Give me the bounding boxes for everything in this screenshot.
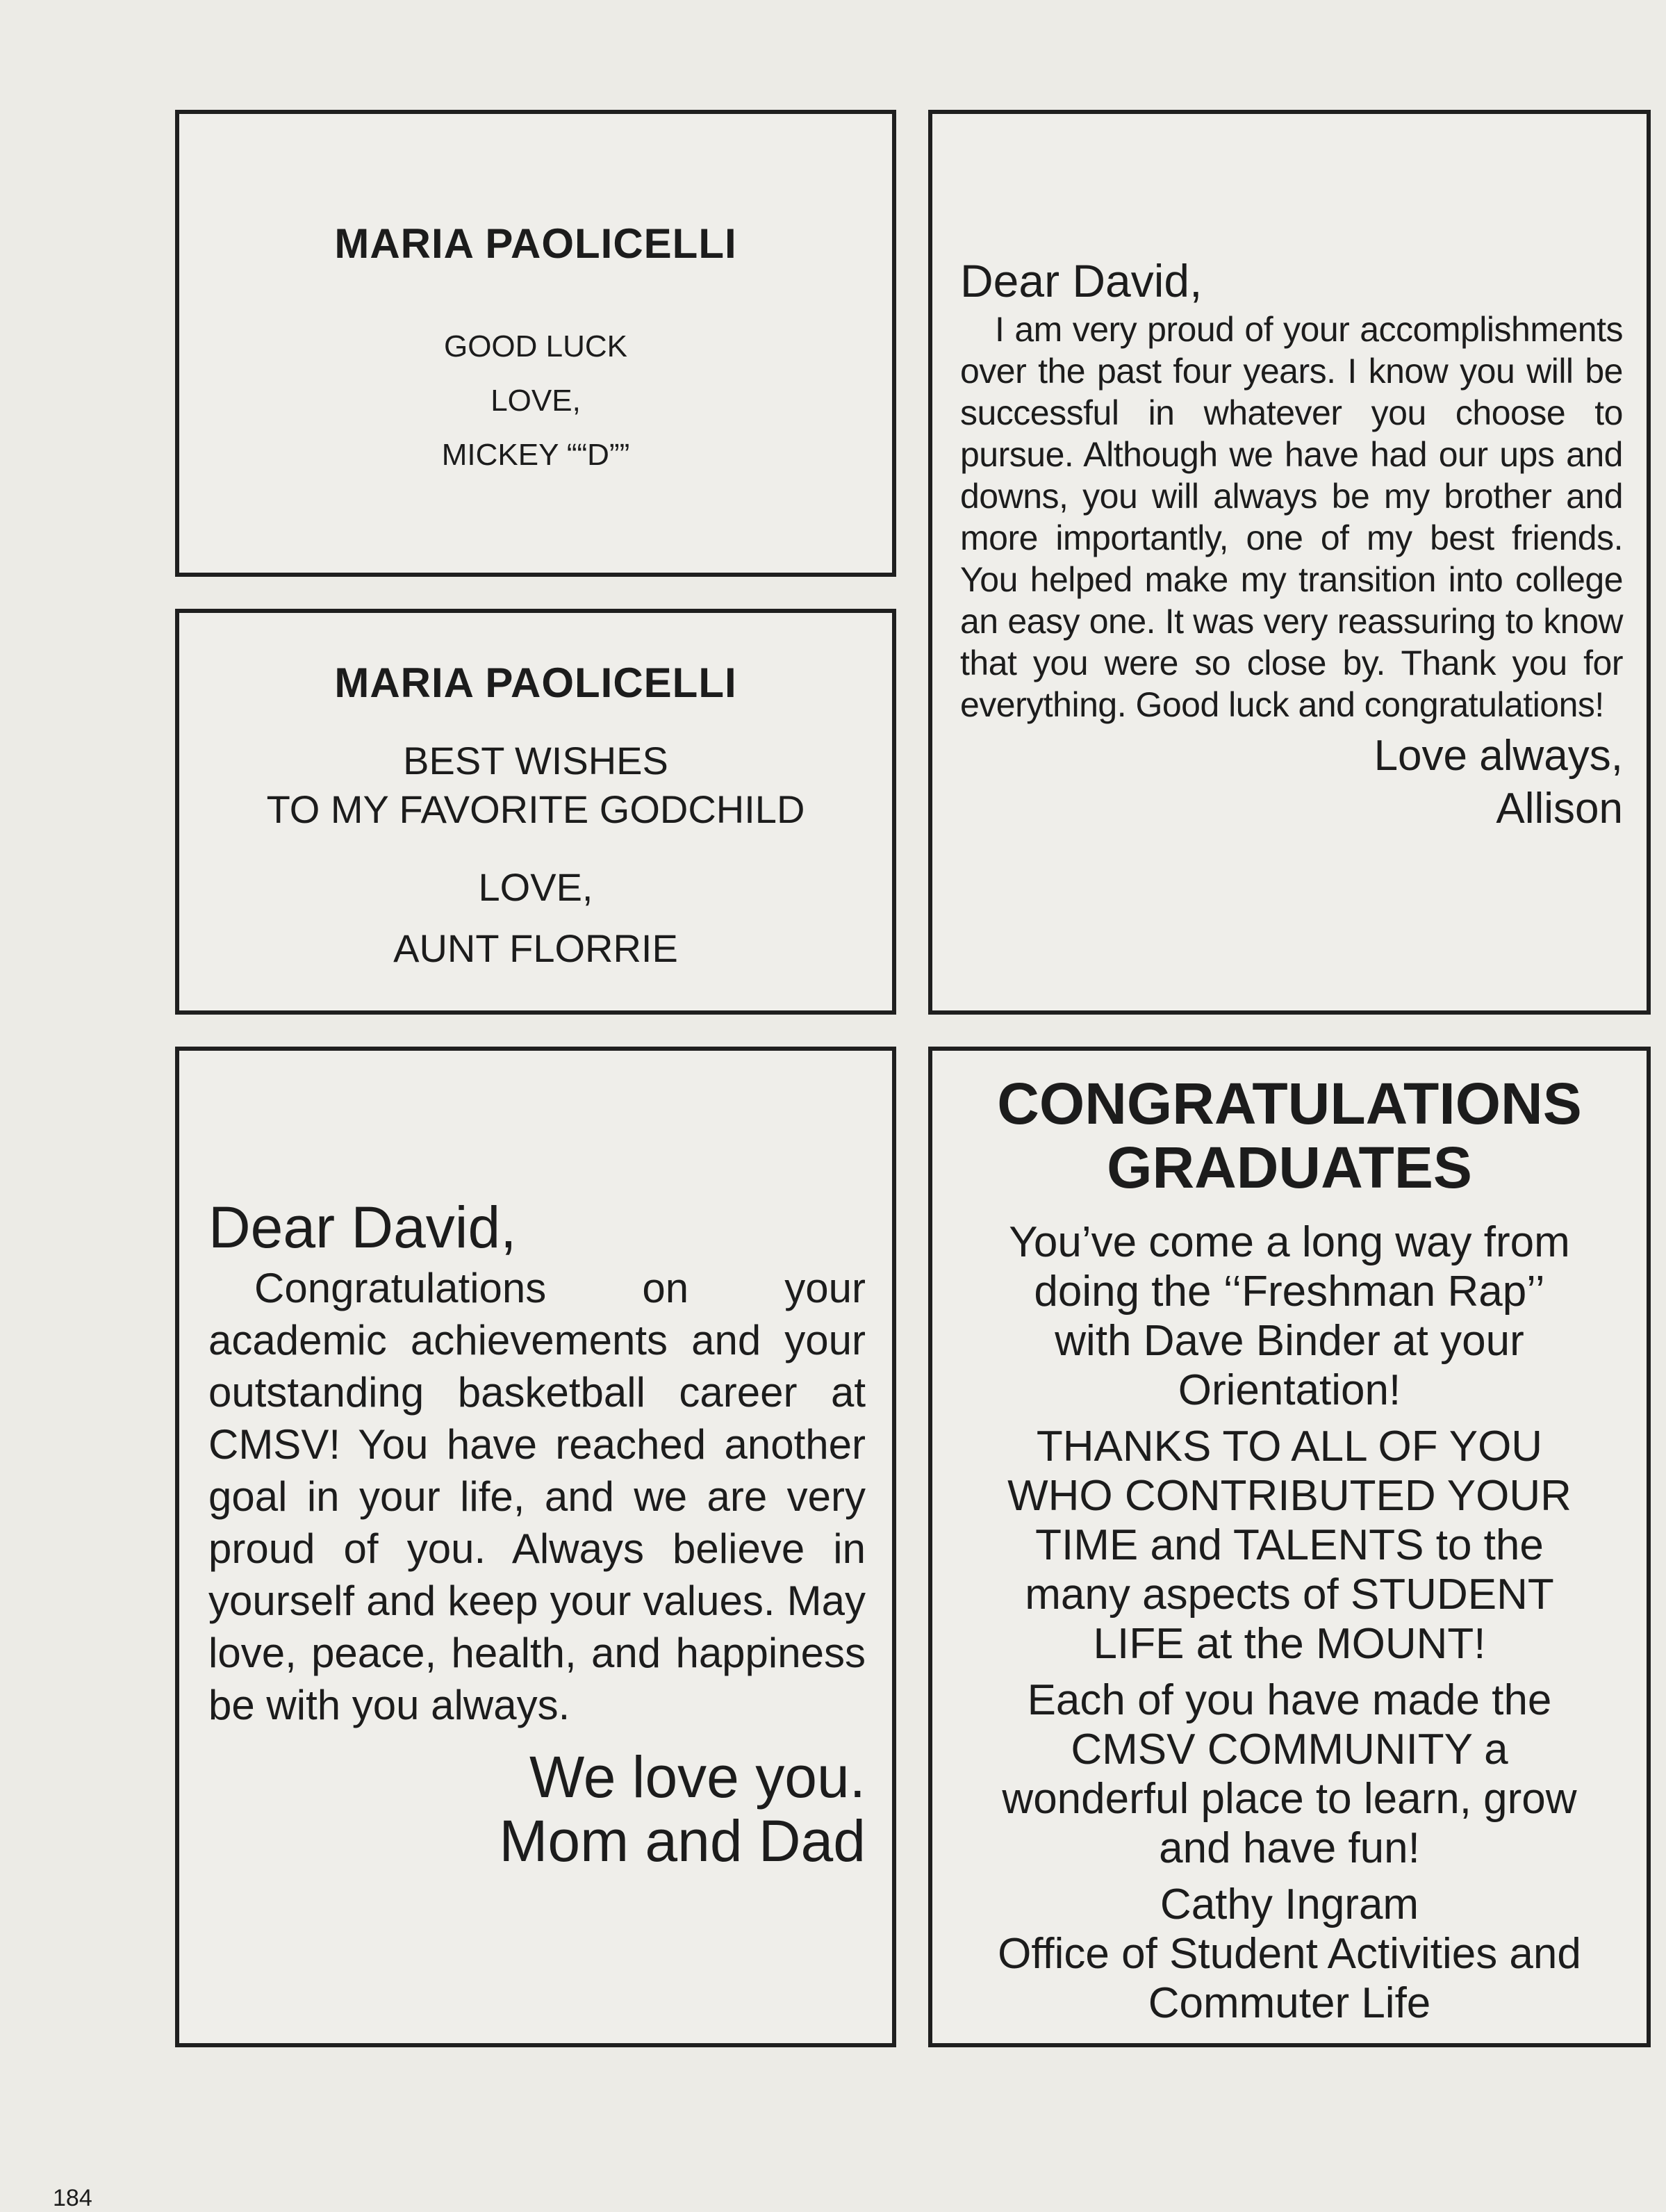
- message-line: BEST WISHES: [403, 739, 668, 783]
- signature-title: Office of Student Activities and: [998, 1930, 1581, 1978]
- love-line: LOVE,: [478, 865, 593, 909]
- text-line: You’ve come a long way from: [1009, 1218, 1570, 1266]
- heading: GRADUATES: [1107, 1135, 1472, 1200]
- paragraph: [932, 1218, 1647, 1415]
- text-line: Each of you have made the: [1027, 1676, 1552, 1724]
- ad-maria-paolicelli-best-wishes: [175, 609, 896, 1015]
- signature: Mom and Dad: [499, 1808, 866, 1874]
- letter-body: I am very proud of your accomplishments over the past four years. I know you will be successful in whatever you choose to pursue. Although we have had our ups and downs, you will always be my brother and more importantly, one of my best friends. You helped make my transition into college an easy one. It was very reassuring to know that you were so close by. Thank you for everything. Good luck and congratulations!: [960, 310, 1623, 724]
- signature: MICKEY ““D””: [441, 438, 630, 472]
- closing: We love you.: [529, 1744, 866, 1810]
- ad-letter-from-allison: [928, 110, 1651, 1015]
- salutation: Dear David,: [208, 1195, 517, 1260]
- text-line: Orientation!: [1178, 1366, 1401, 1414]
- letter-body: Congratulations on your academic achievements and your outstanding basketball career at CMSV! You have reached another goal in your life, and we are very proud of you. Always believe in yourself and keep your values. May love, peace, health, and happiness be with you always.: [208, 1265, 866, 1728]
- closing: Love always,: [1374, 732, 1623, 780]
- message-line: TO MY FAVORITE GODCHILD: [266, 787, 805, 831]
- text-line: TIME and TALENTS to the: [1035, 1521, 1544, 1569]
- ad-maria-paolicelli-good-luck: [175, 110, 896, 577]
- signature-title: Commuter Life: [1148, 1979, 1431, 2027]
- signature: Allison: [1496, 785, 1623, 833]
- text-line: wonderful place to learn, grow: [1002, 1775, 1577, 1823]
- signature-block: [932, 1880, 1647, 2028]
- text-line: doing the ‘‘Freshman Rap’’: [1034, 1268, 1545, 1316]
- ad-name: MARIA PAOLICELLI: [334, 220, 737, 267]
- ad-letter-from-mom-and-dad: [175, 1047, 896, 2047]
- text-line: WHO CONTRIBUTED YOUR: [1007, 1472, 1572, 1520]
- text-line: and have fun!: [1159, 1824, 1420, 1872]
- page-number: 184: [53, 2185, 92, 2211]
- paragraph: [932, 1676, 1647, 1873]
- ad-congratulations-graduates: [928, 1047, 1651, 2047]
- text-line: CMSV COMMUNITY a: [1071, 1726, 1508, 1773]
- signature: AUNT FLORRIE: [393, 926, 678, 970]
- text-line: THANKS TO ALL OF YOU: [1036, 1423, 1543, 1470]
- ad-name: MARIA PAOLICELLI: [334, 659, 737, 706]
- message-line: GOOD LUCK: [443, 329, 628, 363]
- signature: Cathy Ingram: [1160, 1881, 1419, 1928]
- text-line: LIFE at the MOUNT!: [1093, 1620, 1486, 1668]
- message-line: LOVE,: [490, 384, 581, 418]
- paragraph: [932, 1422, 1647, 1669]
- heading: CONGRATULATIONS: [997, 1071, 1582, 1136]
- text-line: with Dave Binder at your: [1055, 1317, 1524, 1365]
- text-line: many aspects of STUDENT: [1025, 1571, 1554, 1619]
- salutation: Dear David,: [960, 255, 1203, 306]
